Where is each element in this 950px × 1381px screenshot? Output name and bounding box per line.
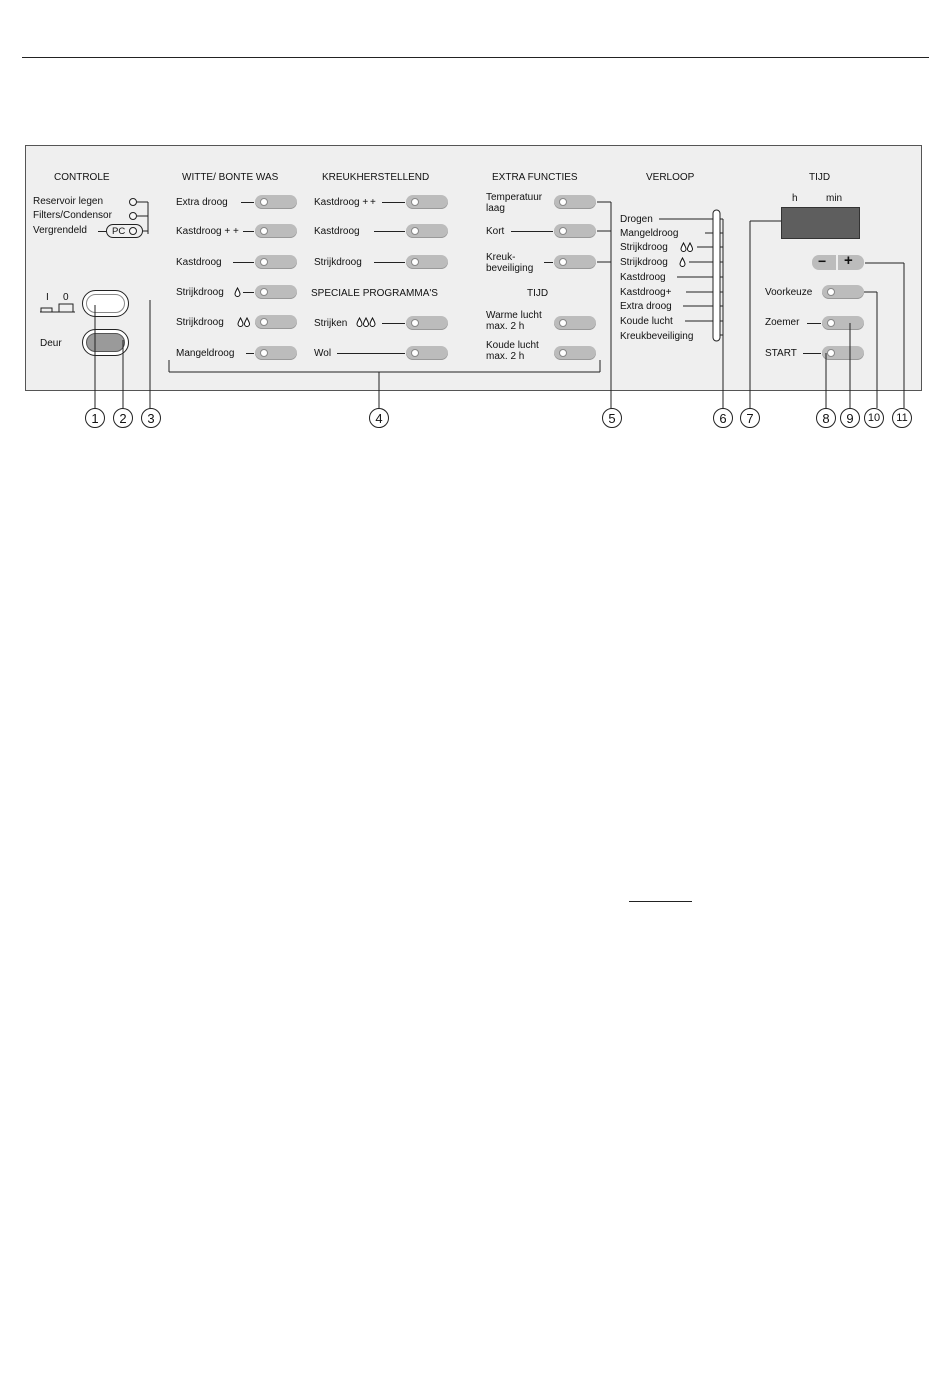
dash bbox=[382, 202, 405, 203]
verloop-drogen: Drogen bbox=[620, 214, 653, 225]
power-off-label: 0 bbox=[63, 292, 69, 303]
verloop-extra-droog: Extra droog bbox=[620, 301, 672, 312]
callout-9: 9 bbox=[840, 408, 860, 428]
dash bbox=[243, 231, 254, 232]
vergrendeld-label: Vergrendeld bbox=[33, 225, 87, 236]
verloop-kastdroog: Kastdroog bbox=[620, 272, 666, 283]
dash bbox=[544, 262, 553, 263]
plus-mark: + bbox=[370, 197, 376, 208]
speciale-strijken-label: Strijken bbox=[314, 318, 348, 329]
drop-icon bbox=[234, 287, 241, 297]
temperatuur-label-2: laag bbox=[486, 203, 505, 214]
power-on-label: I bbox=[46, 292, 49, 303]
callout-1: 1 bbox=[85, 408, 105, 428]
callout-10: 10 bbox=[864, 408, 884, 428]
program-kastdroog-plus-label: Kastdroog + bbox=[176, 226, 231, 237]
verloop-heading: VERLOOP bbox=[646, 172, 695, 183]
program-kastdroog-label: Kastdroog bbox=[176, 257, 222, 268]
kreuk-strijkdroog-button[interactable] bbox=[406, 255, 448, 269]
temperatuur-laag-button[interactable] bbox=[554, 195, 596, 209]
callout-8: 8 bbox=[816, 408, 836, 428]
pc-label: PC bbox=[112, 226, 126, 237]
speciale-wol-button[interactable] bbox=[406, 346, 448, 360]
controle-heading: CONTROLE bbox=[54, 172, 110, 183]
program-strijkdroog-2-button[interactable] bbox=[255, 315, 297, 329]
callout-2: 2 bbox=[113, 408, 133, 428]
speciale-strijken-button[interactable] bbox=[406, 316, 448, 330]
verloop-strijkdroog-2: Strijkdroog bbox=[620, 242, 668, 253]
kreuk-label-1: Kreuk- bbox=[486, 252, 516, 263]
indicator-bracket bbox=[137, 198, 151, 234]
program-mangeldroog-label: Mangeldroog bbox=[176, 348, 235, 359]
tijd-heading: TIJD bbox=[809, 172, 831, 183]
dash bbox=[807, 323, 821, 324]
vergrendeld-dash bbox=[98, 231, 106, 232]
kreuk-kastdroog-plus-label: Kastdroog + bbox=[314, 197, 369, 208]
kreuk-kastdroog-label: Kastdroog bbox=[314, 226, 360, 237]
verloop-strijkdroog-1: Strijkdroog bbox=[620, 257, 668, 268]
kreuk-heading: KREUKHERSTELLEND bbox=[322, 172, 430, 183]
callout-6: 6 bbox=[713, 408, 733, 428]
two-drops-icon bbox=[237, 317, 251, 327]
callout-7: 7 bbox=[740, 408, 760, 428]
door-label: Deur bbox=[40, 338, 62, 349]
dash bbox=[374, 231, 405, 232]
left-callout-lines bbox=[90, 300, 160, 410]
minus-icon: − bbox=[818, 253, 827, 269]
right-callout-lines bbox=[820, 258, 910, 410]
time-display bbox=[781, 207, 860, 239]
plus-icon: + bbox=[844, 252, 853, 269]
verloop-kastdroog-plus: Kastdroog+ bbox=[620, 287, 672, 298]
dash bbox=[233, 262, 254, 263]
kreuk-label-2: beveiliging bbox=[486, 263, 534, 274]
kort-label: Kort bbox=[486, 226, 505, 237]
program-kastdroog-button[interactable] bbox=[255, 255, 297, 269]
kreukbeveiliging-button[interactable] bbox=[554, 255, 596, 269]
display-callout-line bbox=[742, 220, 782, 410]
voorkeuze-label: Voorkeuze bbox=[765, 287, 813, 298]
verloop-koude-lucht: Koude lucht bbox=[620, 316, 673, 327]
kreuk-kastdroog-button[interactable] bbox=[406, 224, 448, 238]
extra-functies-heading: EXTRA FUNCTIES bbox=[492, 172, 578, 183]
kreuk-strijkdroog-label: Strijkdroog bbox=[314, 257, 362, 268]
zoemer-label: Zoemer bbox=[765, 317, 800, 328]
verloop-indicator-bar bbox=[658, 208, 738, 410]
kreuk-kastdroog-plus-button[interactable] bbox=[406, 195, 448, 209]
start-label: START bbox=[765, 348, 797, 359]
plus-mark: + bbox=[233, 226, 239, 237]
warme-lucht-button[interactable] bbox=[554, 316, 596, 330]
dash bbox=[243, 292, 254, 293]
koude-lucht-button[interactable] bbox=[554, 346, 596, 360]
dash bbox=[382, 323, 405, 324]
speciale-heading: SPECIALE PROGRAMMA'S bbox=[311, 288, 438, 299]
temperatuur-label-1: Temperatuur bbox=[486, 192, 543, 203]
warme-label-2: max. 2 h bbox=[486, 321, 525, 332]
kort-button[interactable] bbox=[554, 224, 596, 238]
minutes-label: min bbox=[826, 193, 843, 204]
dash bbox=[337, 353, 405, 354]
warme-label-1: Warme lucht bbox=[486, 310, 542, 321]
koude-label-2: max. 2 h bbox=[486, 351, 525, 362]
callout-5: 5 bbox=[602, 408, 622, 428]
program-extra-droog-button[interactable] bbox=[255, 195, 297, 209]
dash bbox=[374, 262, 405, 263]
hours-label: h bbox=[792, 193, 798, 204]
footer-rule bbox=[629, 901, 692, 902]
verloop-kreukbeveiliging: Kreukbeveiliging bbox=[620, 331, 694, 342]
verloop-mangeldroog: Mangeldroog bbox=[620, 228, 679, 239]
power-switch-icon bbox=[40, 302, 76, 314]
dash bbox=[241, 202, 254, 203]
programs-bracket bbox=[168, 360, 602, 410]
header-rule bbox=[22, 57, 929, 58]
filters-indicator bbox=[129, 212, 137, 220]
program-strijkdroog-2-label: Strijkdroog bbox=[176, 317, 224, 328]
dash bbox=[246, 353, 254, 354]
reservoir-label: Reservoir legen bbox=[33, 196, 104, 207]
callout-4: 4 bbox=[369, 408, 389, 428]
program-strijkdroog-button[interactable] bbox=[255, 285, 297, 299]
program-strijkdroog-label: Strijkdroog bbox=[176, 287, 224, 298]
program-mangeldroog-button[interactable] bbox=[255, 346, 297, 360]
vergrendeld-indicator bbox=[129, 227, 137, 235]
program-extra-droog-label: Extra droog bbox=[176, 197, 228, 208]
callout-11: 11 bbox=[892, 408, 912, 428]
tijd-sub-heading: TIJD bbox=[527, 288, 549, 299]
filters-label: Filters/Condensor bbox=[33, 210, 112, 221]
witte-bonte-heading: WITTE/ BONTE WAS bbox=[182, 172, 279, 183]
dash bbox=[803, 353, 821, 354]
program-kastdroog-plus-button[interactable] bbox=[255, 224, 297, 238]
koude-label-1: Koude lucht bbox=[486, 340, 539, 351]
callout-3: 3 bbox=[141, 408, 161, 428]
reservoir-indicator bbox=[129, 198, 137, 206]
speciale-wol-label: Wol bbox=[314, 348, 332, 359]
three-drops-icon bbox=[356, 317, 377, 327]
dash bbox=[511, 231, 553, 232]
